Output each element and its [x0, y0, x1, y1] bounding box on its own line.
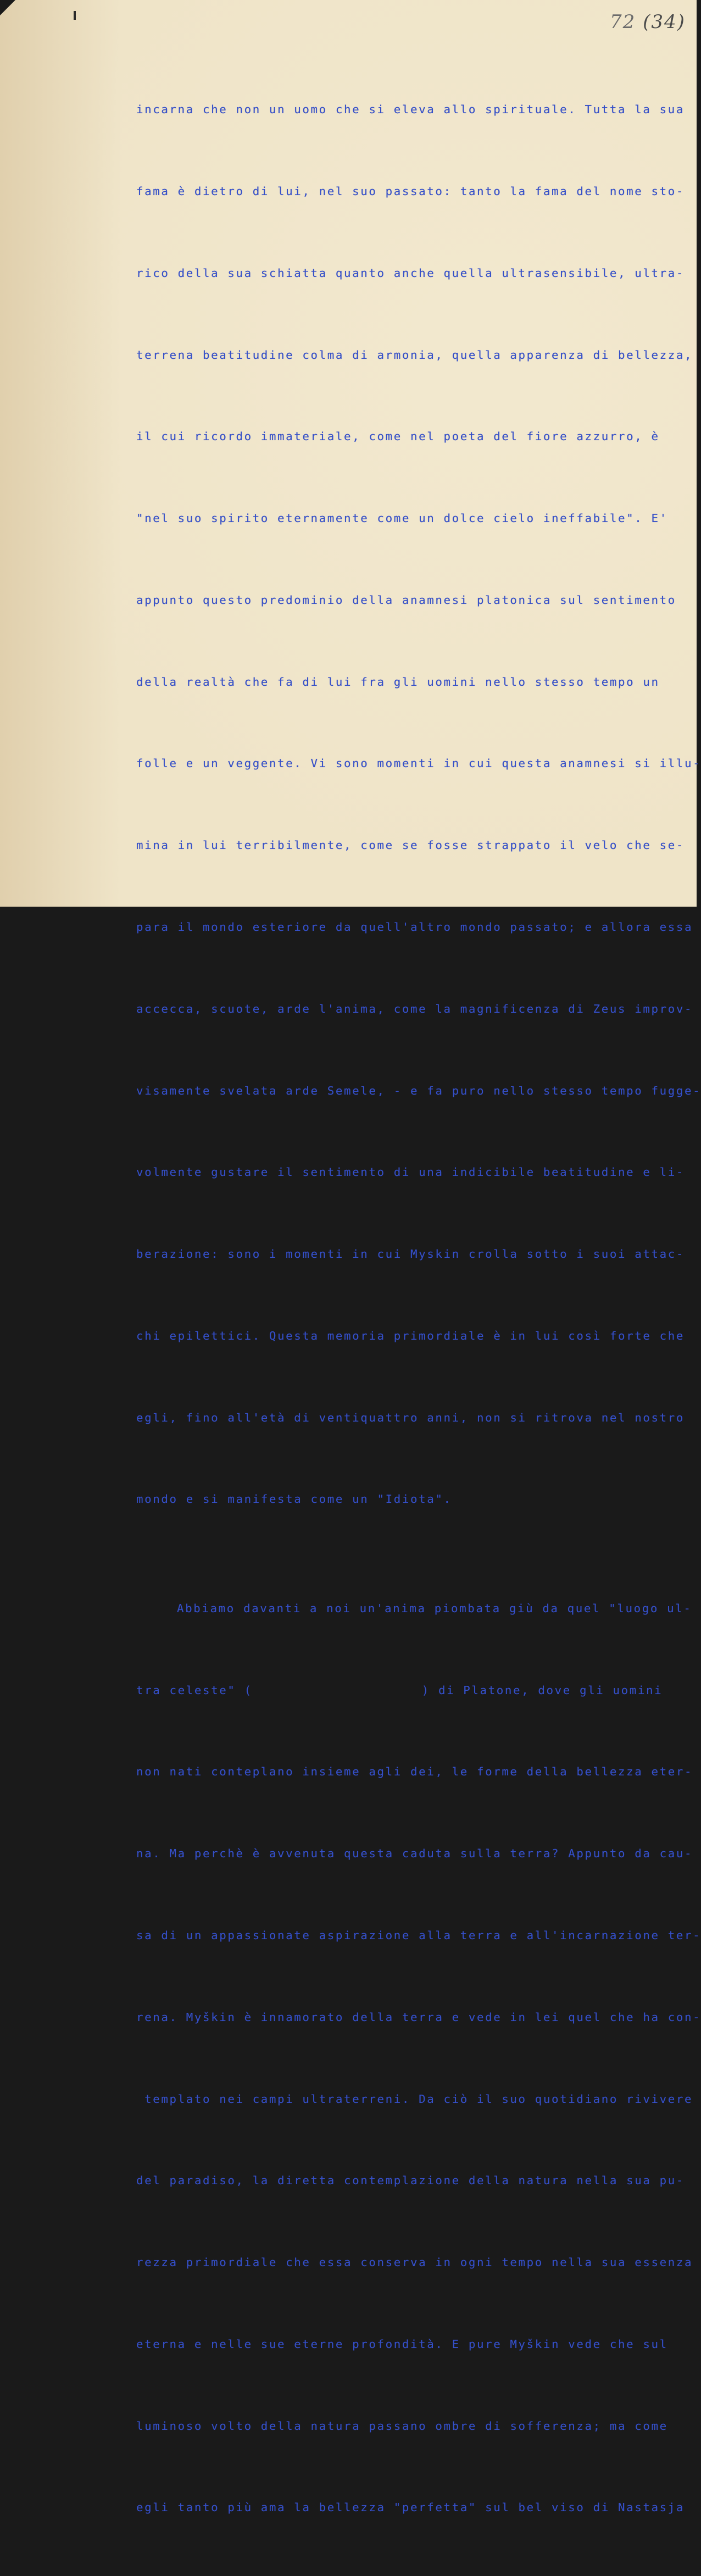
- text-line: "nel suo spirito eternamente come un dolce cielo ineffabile". E': [136, 512, 668, 525]
- text-line-with-gap: [136, 1677, 686, 1705]
- text-line: del paradiso, la diretta contemplazione della natura nella sua pu-: [136, 2174, 685, 2188]
- text-line: luminoso volto della natura passano ombre di sofferenza; ma come: [136, 2419, 668, 2433]
- text-line: folle e un veggente. Vi sono momenti in cui questa anamnesi si illu-: [136, 757, 701, 770]
- paragraph-first-line: Abbiamo davanti a noi un'anima piombata giù da quel "luogo ul-: [177, 1601, 692, 1615]
- text-line: sa di un appassionate aspirazione alla terra e all'incarnazione ter-: [136, 1928, 701, 1942]
- page-number-pencil: 72: [610, 11, 636, 33]
- text-line: visamente svelata arde Semele, - e fa puro nello stesso tempo fugge-: [136, 1084, 701, 1097]
- text-line: non nati conteplano insieme agli dei, le forme della bellezza eter-: [136, 1765, 693, 1779]
- page-number: [610, 11, 686, 33]
- text-line: incarna che non un uomo che si eleva allo spirituale. Tutta la sua: [136, 103, 685, 116]
- page-number-ink: (34): [643, 11, 686, 33]
- text-line: egli tanto più ama la bellezza "perfetta" sul bel viso di Nastasja: [136, 2501, 685, 2514]
- text-line: terrena beatitudine colma di armonia, quella apparenza di bellezza,: [136, 348, 693, 362]
- text-line: il cui ricordo immateriale, come nel poeta del fiore azzurro, è: [136, 430, 660, 443]
- text-line: berazione: sono i momenti in cui Myskin crolla sotto i suoi attac-: [136, 1247, 685, 1261]
- text-line: chi epilettici. Questa memoria primordiale è in lui così forte che: [136, 1329, 685, 1342]
- torn-corner: [0, 0, 15, 15]
- text-line: appunto questo predominio della anamnesi platonica sul sentimento: [136, 593, 676, 607]
- text-line: rena. Myškin è innamorato della terra e vede in lei quel che ha con-: [136, 2010, 701, 2024]
- text-after-gap: ) di Platone, dove gli uomini: [421, 1683, 663, 1697]
- text-line: egli, fino all'età di ventiquattro anni, non si ritrova nel nostro: [136, 1411, 685, 1424]
- text-line: eterna e nelle sue eterne profondità. E pure Myškin vede che sul: [136, 2337, 668, 2351]
- text-line: accecca, scuote, arde l'anima, come la magnificenza di Zeus improv-: [136, 1002, 693, 1015]
- text-line: mina in lui terribilmente, come se fosse strappato il velo che se-: [136, 839, 685, 852]
- text-line: templato nei campi ultraterreni. Da ciò il suo quotidiano rivivere: [136, 2092, 693, 2106]
- text-before-gap: tra celeste" (: [136, 1683, 253, 1697]
- text-line: rezza primordiale che essa conserva in ogni tempo nella sua essenza: [136, 2256, 693, 2269]
- text-line: mondo e si manifesta come un "Idiota".: [136, 1492, 452, 1506]
- margin-mark: [74, 11, 76, 20]
- text-line: volmente gustare il sentimento di una indicibile beatitudine e li-: [136, 1165, 685, 1179]
- body-text: [136, 42, 701, 2576]
- text-line: na. Ma perchè è avvenuta questa caduta sulla terra? Appunto da cau-: [136, 1847, 693, 1861]
- text-line: rico della sua schiatta quanto anche quella ultrasensibile, ultra-: [136, 266, 685, 280]
- text-line: della realtà che fa di lui fra gli uomini nello stesso tempo un: [136, 675, 660, 689]
- text-line: fama è dietro di lui, nel suo passato: tanto la fama del nome sto-: [136, 184, 685, 198]
- text-line: para il mondo esteriore da quell'altro mondo passato; e allora essa: [136, 920, 693, 934]
